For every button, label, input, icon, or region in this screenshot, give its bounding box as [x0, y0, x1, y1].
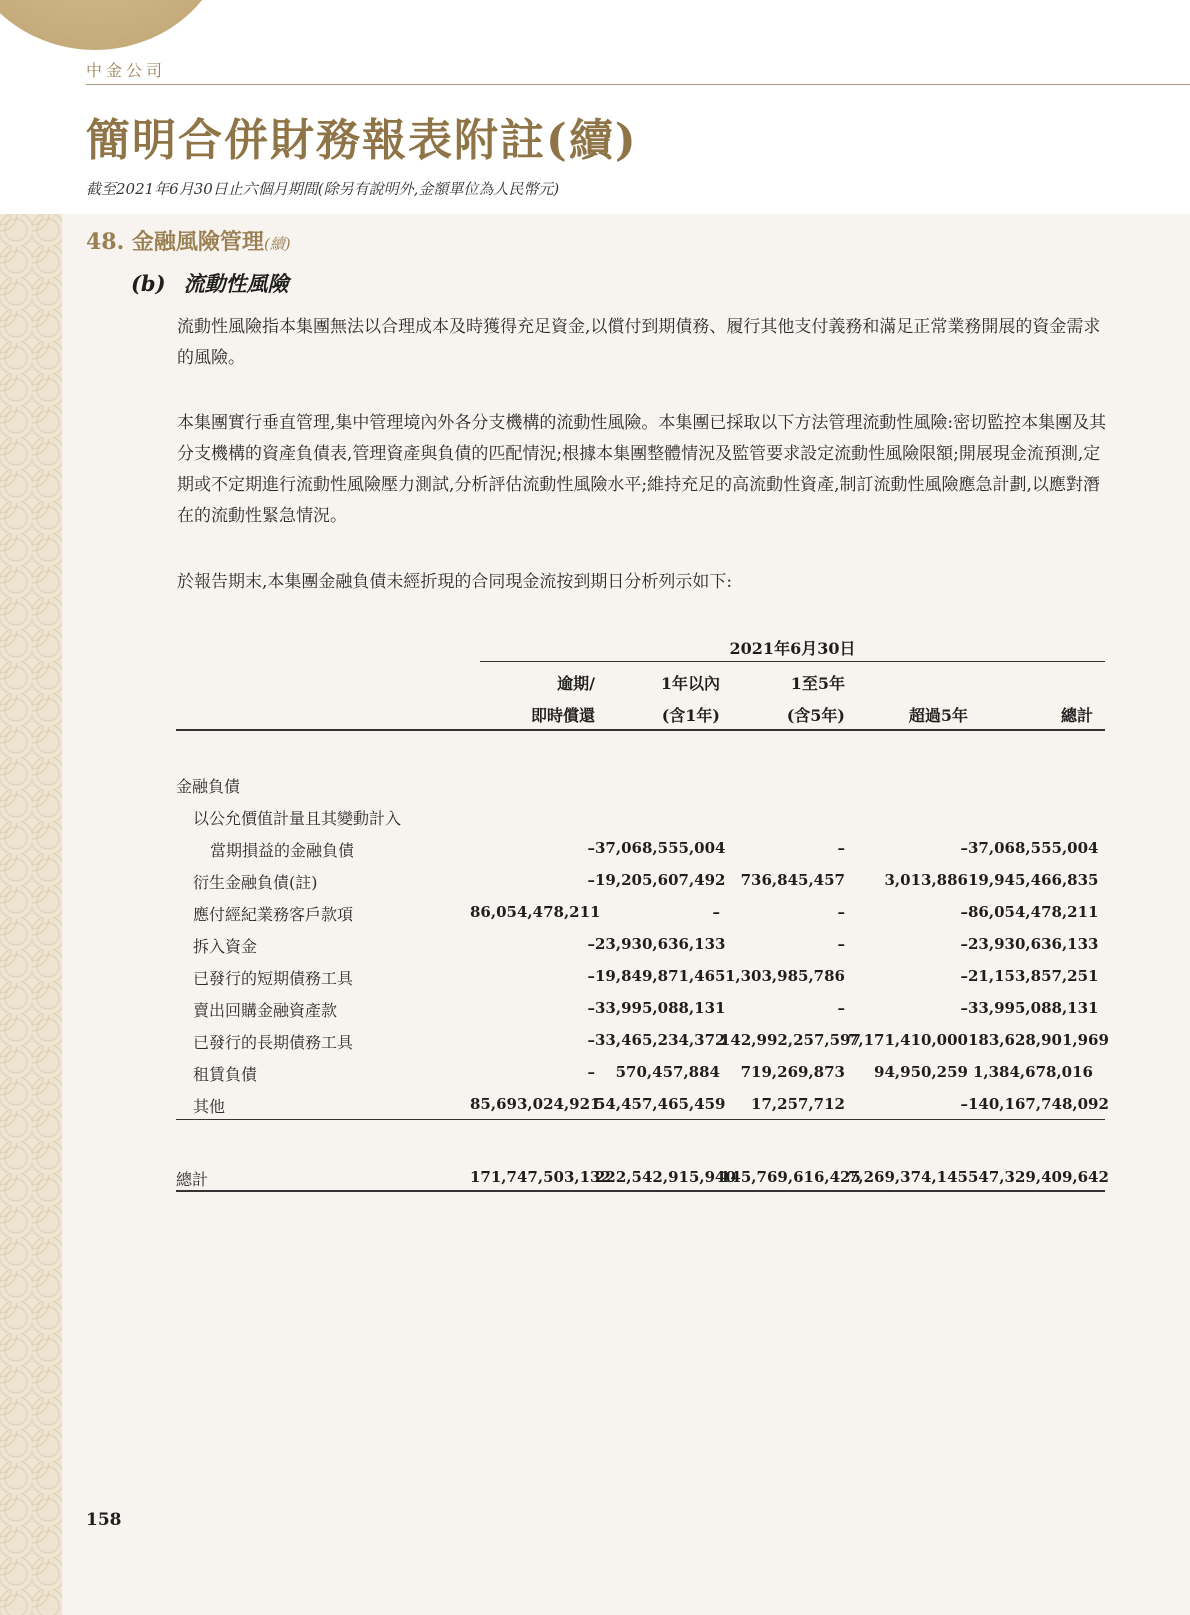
- decorative-wave-pattern: [0, 214, 62, 1615]
- table-cell: –: [837, 935, 845, 953]
- table-cell: 1,384,678,016: [972, 1063, 1093, 1081]
- table-cell: 94,950,259: [874, 1063, 968, 1081]
- subsection-number: (b): [131, 271, 166, 296]
- paragraph: 流動性風險指本集團無法以合理成本及時獲得充足資金,以償付到期債務、履行其他支付義務和滿足正常業務開展的資金需求的風險。: [177, 317, 1101, 368]
- column-header-line1: [968, 668, 1093, 700]
- table-cell: –: [960, 999, 968, 1017]
- row-label: 以公允價值計量且其變動計入: [193, 809, 402, 828]
- column-header: [470, 668, 595, 732]
- column-header: [843, 668, 968, 732]
- table-cell: 1,303,985,786: [724, 967, 845, 985]
- column-header-line2: 即時償還: [530, 706, 595, 725]
- group-label: 金融負債: [176, 777, 241, 796]
- column-header-line1: [843, 668, 968, 700]
- column-header: [720, 668, 845, 732]
- table-cell: 33,465,234,372: [595, 1031, 726, 1049]
- column-header: [595, 668, 720, 732]
- column-header-line1: 逾期/: [557, 674, 595, 693]
- section-heading: [86, 225, 291, 256]
- row-label: 賣出回購金融資產款: [193, 1001, 338, 1020]
- table-cell: –: [587, 1031, 595, 1049]
- row-label: 其他: [193, 1097, 226, 1116]
- table-cell: 86,054,478,211: [470, 903, 601, 921]
- subsection-title: 流動性風險: [183, 271, 289, 296]
- table-cell: 140,167,748,092: [968, 1095, 1109, 1113]
- column-header-line1: 1年以內: [660, 674, 720, 693]
- row-label: 拆入資金: [193, 937, 258, 956]
- table-date-header: 2021年6月30日: [729, 639, 856, 658]
- table-cell: 7,171,410,000: [847, 1031, 968, 1049]
- date-header-rule: [480, 661, 1105, 662]
- table-cell: –: [960, 935, 968, 953]
- table-cell: –: [587, 1063, 595, 1081]
- table-cell: 37,068,555,004: [968, 839, 1099, 857]
- row-label: 衍生金融負債(註): [193, 873, 318, 892]
- table-cell: –: [587, 839, 595, 857]
- row-label: 已發行的短期債務工具: [193, 969, 354, 988]
- table-cell: –: [960, 967, 968, 985]
- subsection-heading: [131, 268, 289, 298]
- total-cell: 222,542,915,940: [595, 1168, 736, 1186]
- row-label: 已發行的長期債務工具: [193, 1033, 354, 1052]
- row-label: 當期損益的金融負債: [210, 841, 355, 860]
- table-cell: 183,628,901,969: [968, 1031, 1109, 1049]
- row-label: 應付經紀業務客戶款項: [193, 905, 354, 924]
- table-cell: 19,205,607,492: [595, 871, 726, 889]
- column-header-line2: 超過5年: [908, 706, 968, 725]
- table-cell: 142,992,257,597: [720, 1031, 861, 1049]
- table-cell: –: [587, 871, 595, 889]
- table-cell: –: [712, 903, 720, 921]
- table-cell: 17,257,712: [751, 1095, 845, 1113]
- subtotal-rule: [176, 1119, 1105, 1120]
- table-cell: –: [837, 999, 845, 1017]
- section-heading-continued: (續): [263, 235, 291, 253]
- table-cell: 86,054,478,211: [968, 903, 1099, 921]
- page-number: 158: [86, 1510, 122, 1530]
- table-cell: 85,693,024,921: [470, 1095, 601, 1113]
- column-header-line1: 1至5年: [790, 674, 845, 693]
- total-cell: 7,269,374,145: [847, 1168, 968, 1186]
- table-cell: 19,849,871,465: [595, 967, 726, 985]
- table-cell: 19,945,466,835: [968, 871, 1099, 889]
- table-cell: 54,457,465,459: [595, 1095, 726, 1113]
- column-header-line2: (含5年): [786, 706, 845, 725]
- page-subtitle: 截至2021年6月30日止六個月期間(除另有說明外,金額單位為人民幣元): [86, 180, 560, 198]
- company-name: 中金公司: [86, 61, 167, 80]
- table-cell: –: [837, 903, 845, 921]
- table-cell: –: [960, 839, 968, 857]
- table-cell: –: [960, 1095, 968, 1113]
- table-cell: –: [587, 967, 595, 985]
- table-cell: –: [837, 839, 845, 857]
- total-label: 總計: [176, 1170, 209, 1189]
- column-header-line2: 總計: [1060, 706, 1093, 725]
- table-cell: –: [587, 935, 595, 953]
- total-cell: 171,747,503,132: [470, 1168, 611, 1186]
- header-divider: [86, 84, 1190, 85]
- page-title: 簡明合併財務報表附註(續): [86, 115, 638, 166]
- table-cell: 33,995,088,131: [595, 999, 726, 1017]
- table-cell: 21,153,857,251: [968, 967, 1099, 985]
- section-heading-text: 48. 金融風險管理: [86, 229, 264, 255]
- paragraph: 本集團實行垂直管理,集中管理境內外各分支機構的流動性風險。本集團已採取以下方法管理流動性風險:密切監控本集團及其分支機構的資產負債表,管理資產與負債的匹配情況;根據本集團整體情況及監管要求設定流動性風險限額;開展現金流預測,定期或不定期進行流動性風險壓力測試,分析評估流動性風險水平;維持充足的高流動性資產,制訂流動性風險應急計劃,以應對潛在的流動性緊急情況。: [177, 413, 1107, 526]
- total-cell: 547,329,409,642: [968, 1168, 1109, 1186]
- row-label: 租賃負債: [193, 1065, 258, 1084]
- table-cell: 3,013,886: [884, 871, 968, 889]
- table-cell: 37,068,555,004: [595, 839, 726, 857]
- paragraph: 於報告期末,本集團金融負債未經折現的合同現金流按到期日分析列示如下:: [177, 572, 733, 592]
- table-cell: 736,845,457: [740, 871, 845, 889]
- table-cell: 23,930,636,133: [595, 935, 726, 953]
- total-cell: 145,769,616,425: [720, 1168, 861, 1186]
- table-cell: 23,930,636,133: [968, 935, 1099, 953]
- total-rule: [176, 1190, 1105, 1192]
- table-cell: 33,995,088,131: [968, 999, 1099, 1017]
- table-cell: 719,269,873: [740, 1063, 845, 1081]
- table-cell: –: [587, 999, 595, 1017]
- table-cell: 570,457,884: [615, 1063, 720, 1081]
- table-cell: –: [960, 903, 968, 921]
- column-header: [968, 668, 1093, 732]
- column-header-line2: (含1年): [661, 706, 720, 725]
- gold-medallion-decoration: [0, 0, 230, 50]
